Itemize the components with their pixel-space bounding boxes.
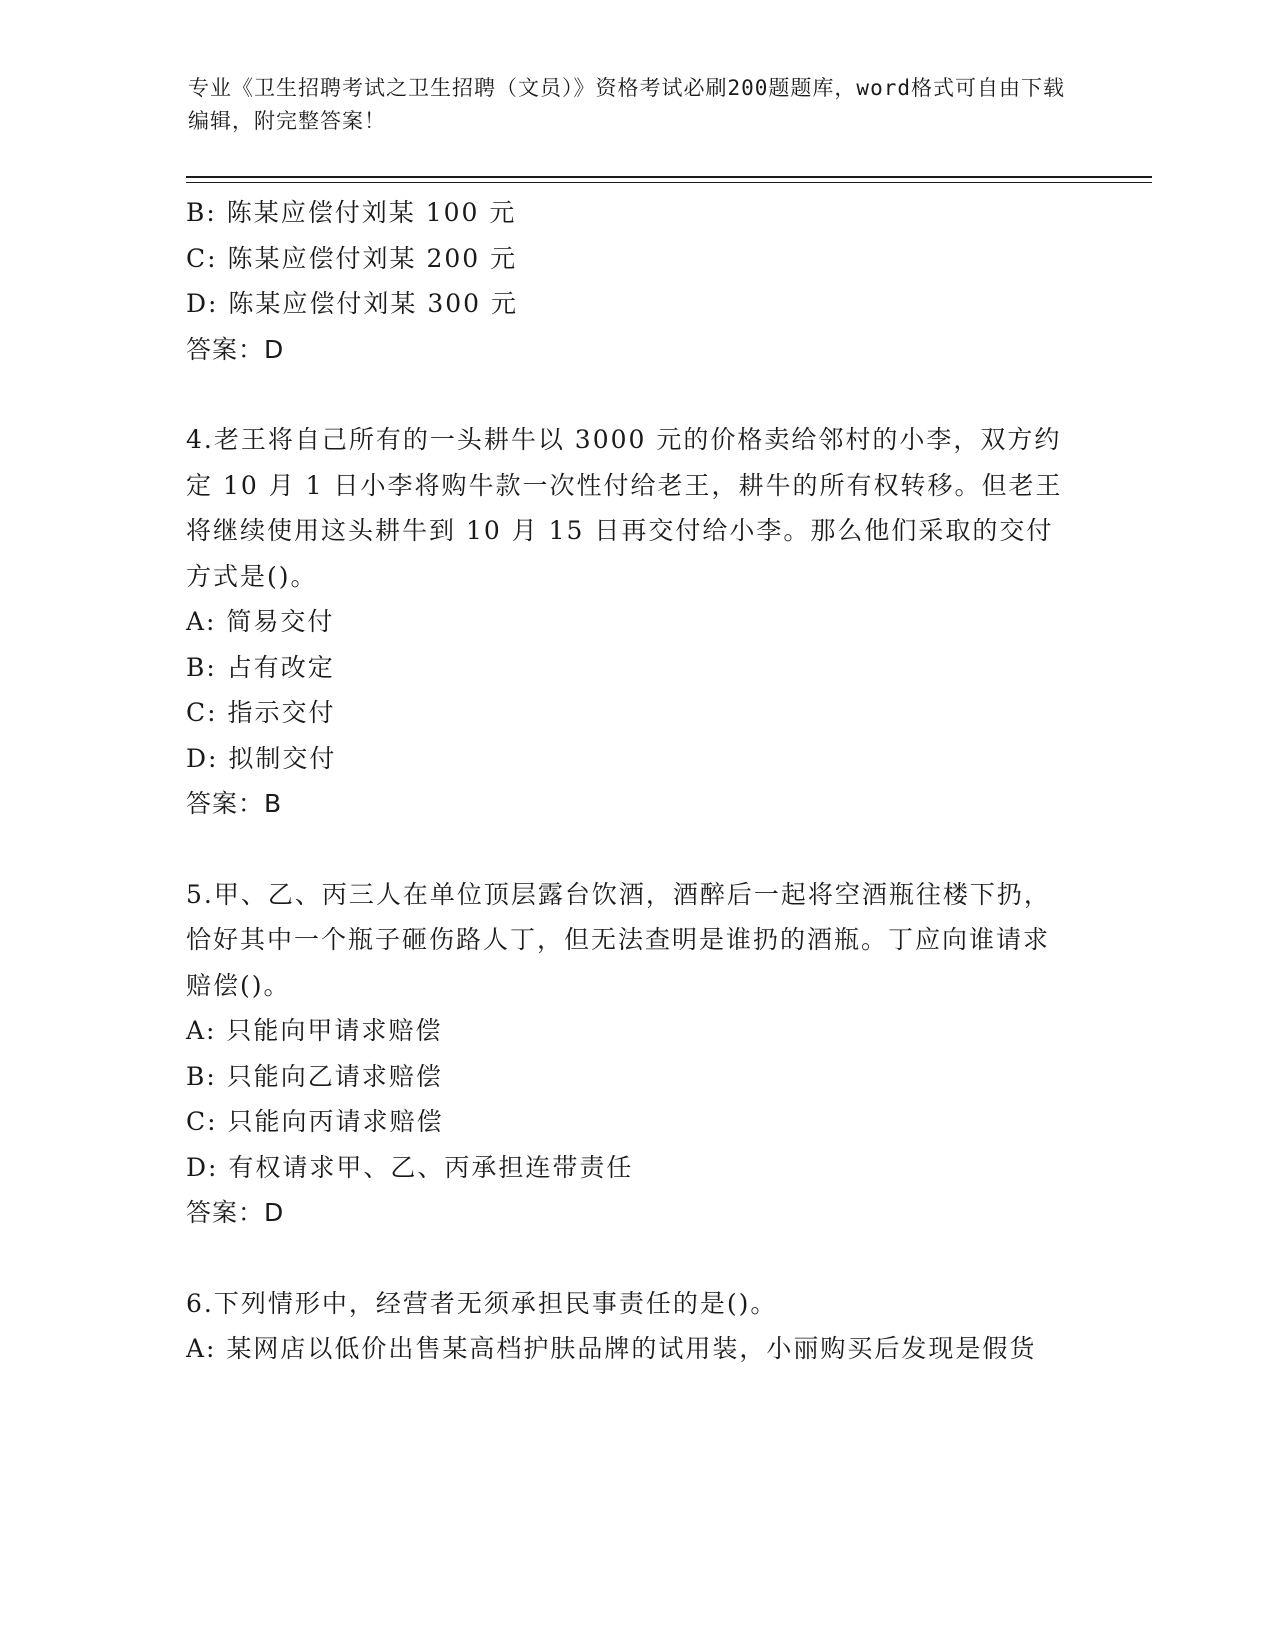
document-header: 专业《卫生招聘考试之卫生招聘（文员）》资格考试必刷200题题库，word格式可自由下载编辑，附完整答案！ (188, 76, 1065, 133)
option-c: C: 只能向丙请求赔偿 (186, 1107, 444, 1136)
option-b: B: 只能向乙请求赔偿 (186, 1061, 443, 1091)
answer-label: 答案：B (186, 789, 283, 818)
question-5 (186, 872, 1076, 1236)
option-d: D: 有权请求甲、乙、丙承担连带责任 (186, 1152, 634, 1182)
question-stem: 6.下列情形中，经营者无须承担民事责任的是()。 (186, 1288, 778, 1318)
header-rule-thick (186, 176, 1152, 178)
question-stem: 4.老王将自己所有的一头耕牛以 3000 元的价格卖给邻村的小李，双方约定 10 月 1 日小李将购牛款一次性付给老王，耕牛的所有权转移。但老王将继续使用这头耕牛到 10 月 15 日再交付给小李。那么他们采取的交付方式是()。 (186, 425, 1063, 591)
option-b: B: 占有改定 (186, 652, 335, 682)
answer-label: 答案：D (186, 1198, 285, 1227)
question-stem: 5.甲、乙、丙三人在单位顶层露台饮酒，酒醉后一起将空酒瓶往楼下扔，恰好其中一个瓶子砸伤路人丁，但无法查明是谁扔的酒瓶。丁应向谁请求赔偿()。 (186, 879, 1051, 1000)
spacer (186, 1236, 1076, 1281)
question-3 (186, 190, 1076, 372)
header-rule-thin (186, 182, 1152, 183)
option-a: A: 只能向甲请求赔偿 (186, 1016, 443, 1045)
answer-label: 答案：D (186, 334, 285, 364)
spacer (186, 372, 1076, 417)
question-content (186, 190, 1076, 1372)
option-a: A: 简易交付 (186, 607, 335, 636)
option-d: D: 拟制交付 (186, 743, 337, 773)
option-c: C: 陈某应偿付刘某 200 元 (186, 243, 518, 273)
option-a: A: 某网店以低价出售某高档护肤品牌的试用装，小丽购买后发现是假货 (186, 1334, 1037, 1363)
option-b: B: 陈某应偿付刘某 100 元 (186, 198, 517, 227)
spacer (186, 827, 1076, 872)
question-4 (186, 417, 1076, 827)
option-c: C: 指示交付 (186, 698, 336, 727)
option-d: D: 陈某应偿付刘某 300 元 (186, 289, 519, 318)
question-6 (186, 1281, 1076, 1372)
